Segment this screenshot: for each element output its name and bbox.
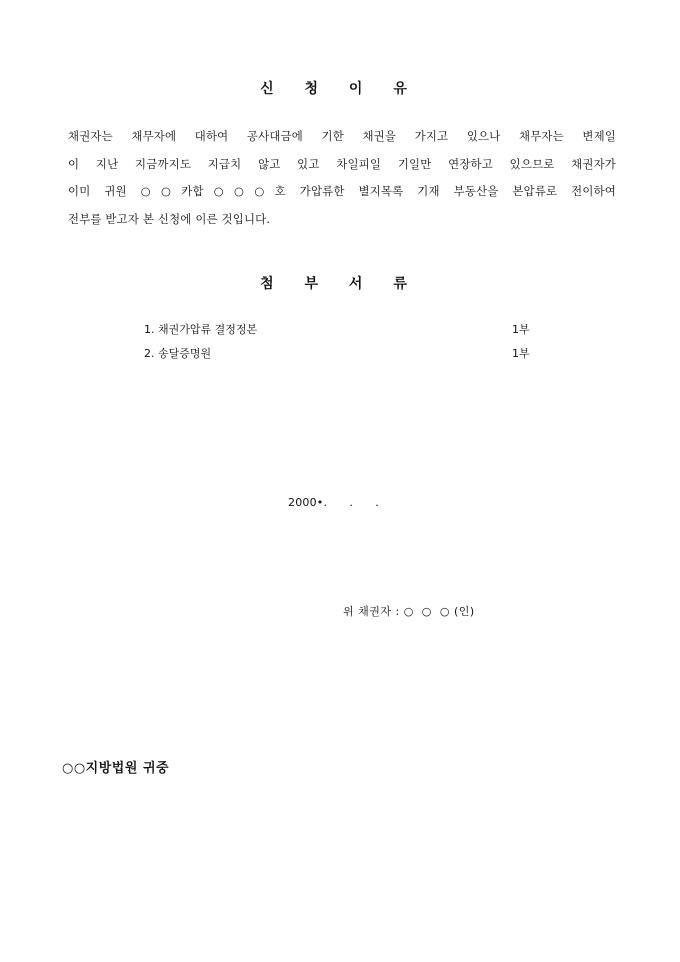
attachments-list xyxy=(144,318,534,366)
attachment-item xyxy=(144,318,534,342)
reason-line: 이미 귀원 ○○카합○○○호 가압류한 별지목록 기재 부동산을 본압류로 전이하여 xyxy=(68,184,616,198)
reason-line: 전부를 받고자 본 신청에 이른 것입니다. xyxy=(68,211,271,226)
attachments-heading: 첨 부 서 류 xyxy=(260,276,420,292)
creditor-signature: 위 채권자 : ○ ○ ○ (인) xyxy=(343,605,475,618)
reason-line: 채권자는 채무자에 대하여 공사대금에 기한 채권을 가지고 있으나 채무자는 변제일 xyxy=(68,129,616,143)
attachment-label: 2. 송달증명원 xyxy=(144,347,212,360)
attachment-quantity: 1부 xyxy=(512,323,530,336)
reason-line: 이 지난 지금까지도 지급치 않고 있고 차일피일 기일만 연장하고 있으므로 채권자가 xyxy=(68,156,616,171)
reason-paragraph xyxy=(68,123,616,233)
attachment-item xyxy=(144,342,534,366)
application-date: 2000•. . . xyxy=(288,496,379,509)
reason-heading: 신 청 이 유 xyxy=(260,81,420,97)
attachment-quantity: 1부 xyxy=(512,347,530,360)
attachment-label: 1. 채권가압류 결정정본 xyxy=(144,323,258,336)
court-addressee: ○○지방법원 귀중 xyxy=(62,761,170,776)
